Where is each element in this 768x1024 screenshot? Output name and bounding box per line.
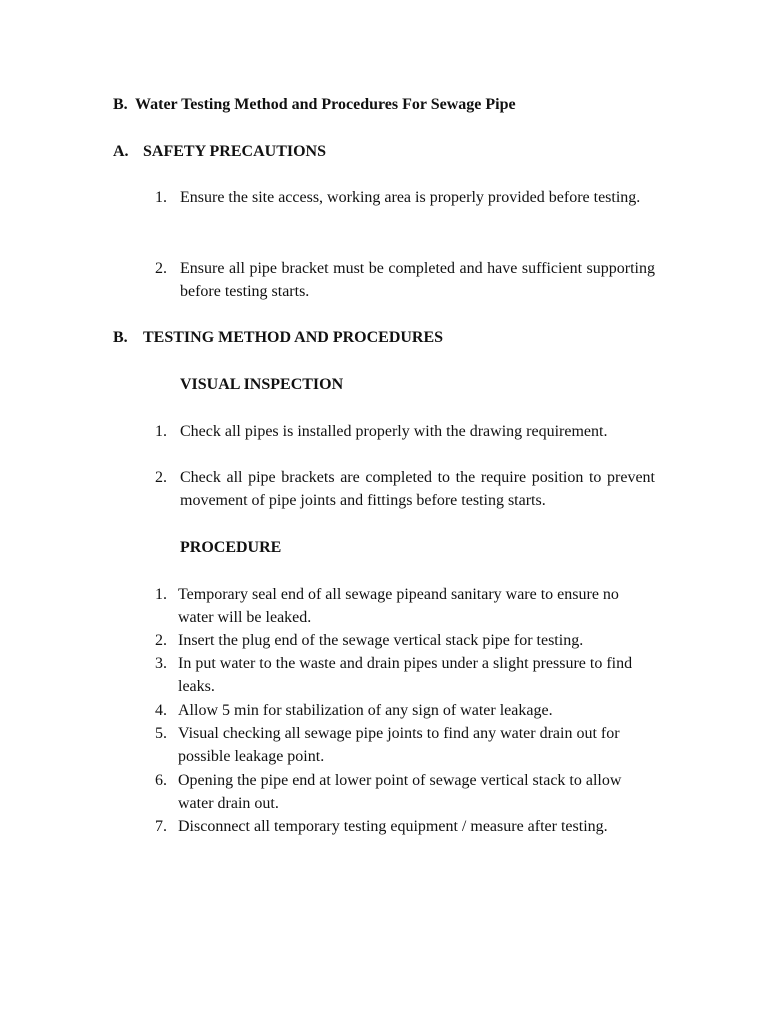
inspection-item-1	[155, 420, 655, 443]
section-b-letter: B.	[113, 329, 128, 346]
procedure-item-1	[155, 583, 655, 629]
list-text: Ensure all pipe bracket must be completed and have sufficient supporting before testing starts.	[180, 260, 655, 300]
section-b-heading-text: TESTING METHOD AND PROCEDURES	[143, 329, 444, 346]
list-number: 3.	[155, 655, 167, 672]
visual-inspection-heading: VISUAL INSPECTION	[180, 376, 344, 393]
list-text: Opening the pipe end at lower point of sewage vertical stack to allow water drain out.	[178, 772, 622, 812]
section-a-letter: A.	[113, 143, 129, 160]
list-text: In put water to the waste and drain pipes under a slight pressure to find leaks.	[178, 655, 633, 695]
list-text: Check all pipe brackets are completed to the require position to prevent movement of pipe joints and fittings before testing starts.	[180, 469, 655, 509]
list-number: 2.	[155, 632, 167, 649]
list-text: Insert the plug end of the sewage vertical stack pipe for testing.	[178, 632, 584, 649]
document-title	[113, 93, 516, 116]
list-number: 1.	[155, 189, 167, 206]
procedure-item-6	[155, 769, 655, 815]
section-b-heading	[113, 326, 443, 349]
list-number: 4.	[155, 702, 167, 719]
list-number: 6.	[155, 772, 167, 789]
inspection-item-2	[155, 466, 655, 512]
list-text: Allow 5 min for stabilization of any sign of water leakage.	[178, 702, 553, 719]
list-number: 2.	[155, 469, 167, 486]
safety-item-2	[155, 257, 655, 303]
list-text: Temporary seal end of all sewage pipeand sanitary ware to ensure no water will be leaked.	[178, 586, 619, 626]
section-a-heading	[113, 140, 326, 163]
list-text: Check all pipes is installed properly with the drawing requirement.	[180, 423, 608, 440]
section-a-heading-text: SAFETY PRECAUTIONS	[143, 143, 326, 160]
title-text: Water Testing Method and Procedures For Sewage Pipe	[135, 96, 516, 113]
safety-item-1	[155, 186, 655, 209]
title-letter: B.	[113, 96, 128, 113]
list-text: Ensure the site access, working area is properly provided before testing.	[180, 189, 641, 206]
list-number: 1.	[155, 423, 167, 440]
list-number: 7.	[155, 818, 167, 835]
list-number: 1.	[155, 586, 167, 603]
procedure-item-2	[155, 629, 655, 652]
procedure-heading: PROCEDURE	[180, 539, 282, 556]
list-text: Visual checking all sewage pipe joints to find any water drain out for possible leakage point.	[178, 725, 620, 765]
procedure-item-4	[155, 699, 655, 722]
procedure-item-3	[155, 652, 655, 698]
procedure-item-5	[155, 722, 655, 768]
list-text: Disconnect all temporary testing equipment / measure after testing.	[178, 818, 608, 835]
list-number: 5.	[155, 725, 167, 742]
list-number: 2.	[155, 260, 167, 277]
procedure-item-7	[155, 815, 655, 838]
